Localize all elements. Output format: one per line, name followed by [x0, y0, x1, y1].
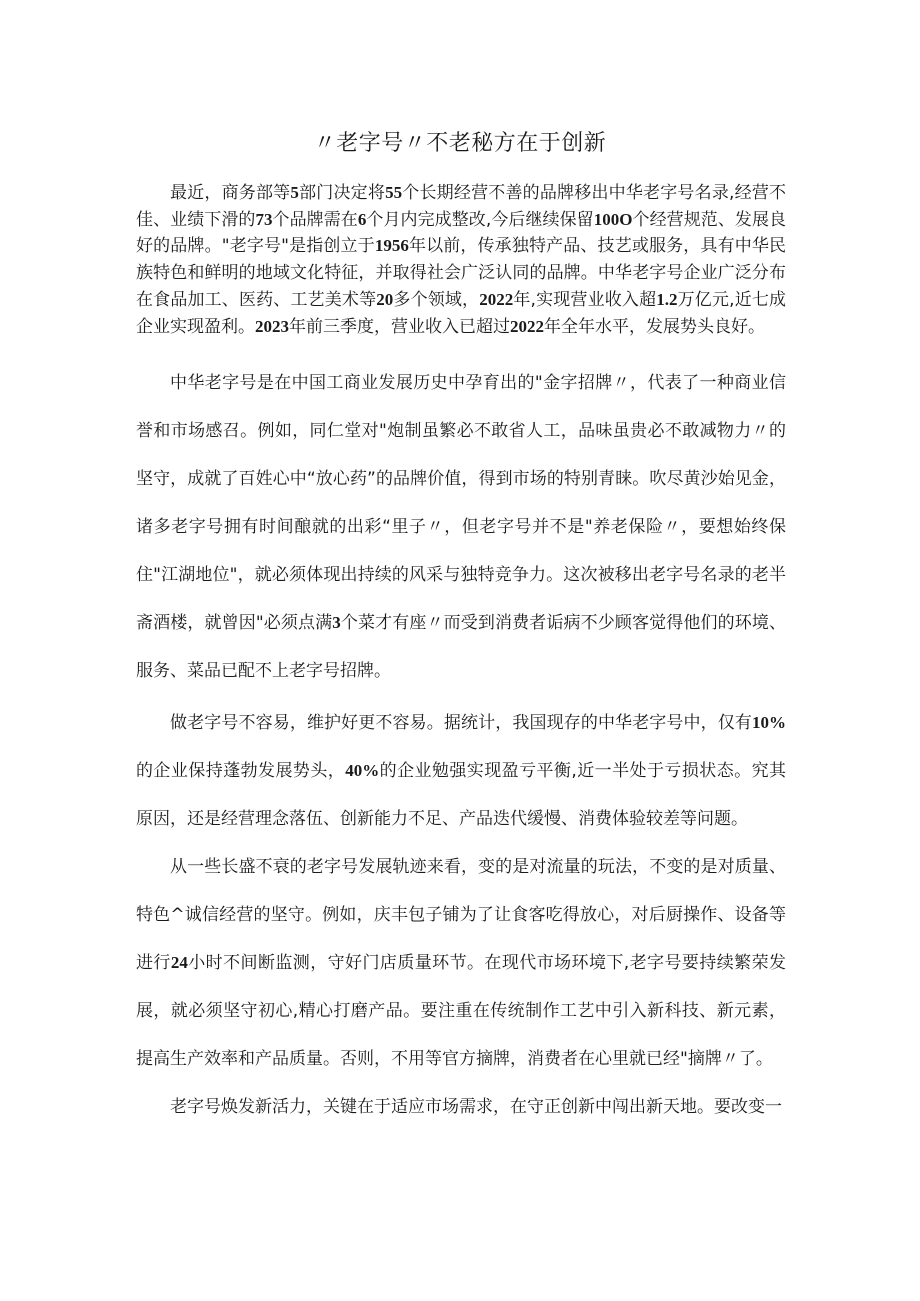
number-text: 24: [170, 953, 188, 973]
paragraph-3: 做老字号不容易，维护好更不容易。据统计，我国现存的中华老字号中，仅有10%的企业保持蓬勃发展势头，40%的企业勉强实现盈亏平衡,近一半处于亏损状态。究其原因，还是经营理念落伍、创新能力不足、产品迭代缓慢、消费体验较差等问题。: [136, 713, 787, 830]
article-title: 〃老字号〃不老秘方在于创新: [313, 131, 607, 156]
paragraph-4: 从一些长盛不衰的老字号发展轨迹来看，变的是对流量的玩法，不变的是对质量、特色^诚信经营的坚守。例如，庆丰包子铺为了让食客吃得放心，对后厨操作、设备等进行24小时不间断监测，守好门店质量环节。在现代市场环境下,老字号要持续繁荣发展，就必须坚守初心,精心打磨产品。要注重在传统制作工艺中引入新科技、新元素，提高生产效率和产品质量。否则，不用等官方摘牌，消费者在心里就已经"摘牌〃了。: [136, 857, 786, 1070]
number-text: 10%: [752, 713, 786, 733]
number-text: 1956: [374, 236, 409, 256]
number-text: 5: [290, 183, 299, 202]
number-text: 2023: [255, 316, 289, 336]
number-text: 40%: [345, 761, 380, 781]
paragraph-2: 中华老字号是在中国工商业发展历史中孕育出的"金字招牌〃，代表了一种商业信誉和市场感召。例如，同仁堂对"炮制虽繁必不敢省人工，品味虽贵必不敢减物力〃的坚守，成就了百姓心中“放心药”的品牌价值，得到市场的特别青睐。吹尽黄沙始见金，诸多老字号拥有时间酿就的出彩“里子〃，但老字号并不是"养老保险〃，要想始终保住"江湖地位"，就必须体现出持续的风采与独特竞争力。这次被移出老字号名录的老半斋酒楼，就曾因"必须点满3个菜才有座〃而受到消费者诟病不少顾客觉得他们的环境、服务、菜品已配不上老字号招牌。: [136, 373, 786, 682]
paragraph-5: 老字号焕发新活力，关键在于适应市场需求，在守正创新中闯出新天地。要改变一: [170, 1097, 782, 1118]
number-text: 20: [376, 289, 394, 309]
number-text: 2022: [479, 289, 514, 309]
article-body: [136, 180, 786, 1131]
number-text: 55: [385, 183, 403, 202]
number-text: 73: [255, 209, 273, 229]
number-text: 100O: [593, 209, 633, 229]
number-text: 6: [357, 209, 367, 229]
paragraph-1: 最近，商务部等5部门决定将55个长期经营不善的品牌移出中华老字号名录,经营不佳、业绩下滑的73个品牌需在6个月内完成整改,今后继续保留100O个经营规范、发展良好的品牌。"老字号"是指创立于1956年以前，传承独特产品、技艺或服务，具有中华民族特色和鲜明的地域文化特征，并取得社会广泛认同的品牌。中华老字号企业广泛分布在食品加工、医药、工艺美术等20多个领域，2022年,实现营业收入超1.2万亿元,近七成企业实现盈利。2023年前三季度，营业收入已超过2022年全年水平，发展势头良好。: [136, 183, 787, 337]
number-text: 2022: [510, 316, 544, 336]
number-text: 1.2: [656, 289, 678, 309]
number-text: 3: [332, 613, 341, 633]
